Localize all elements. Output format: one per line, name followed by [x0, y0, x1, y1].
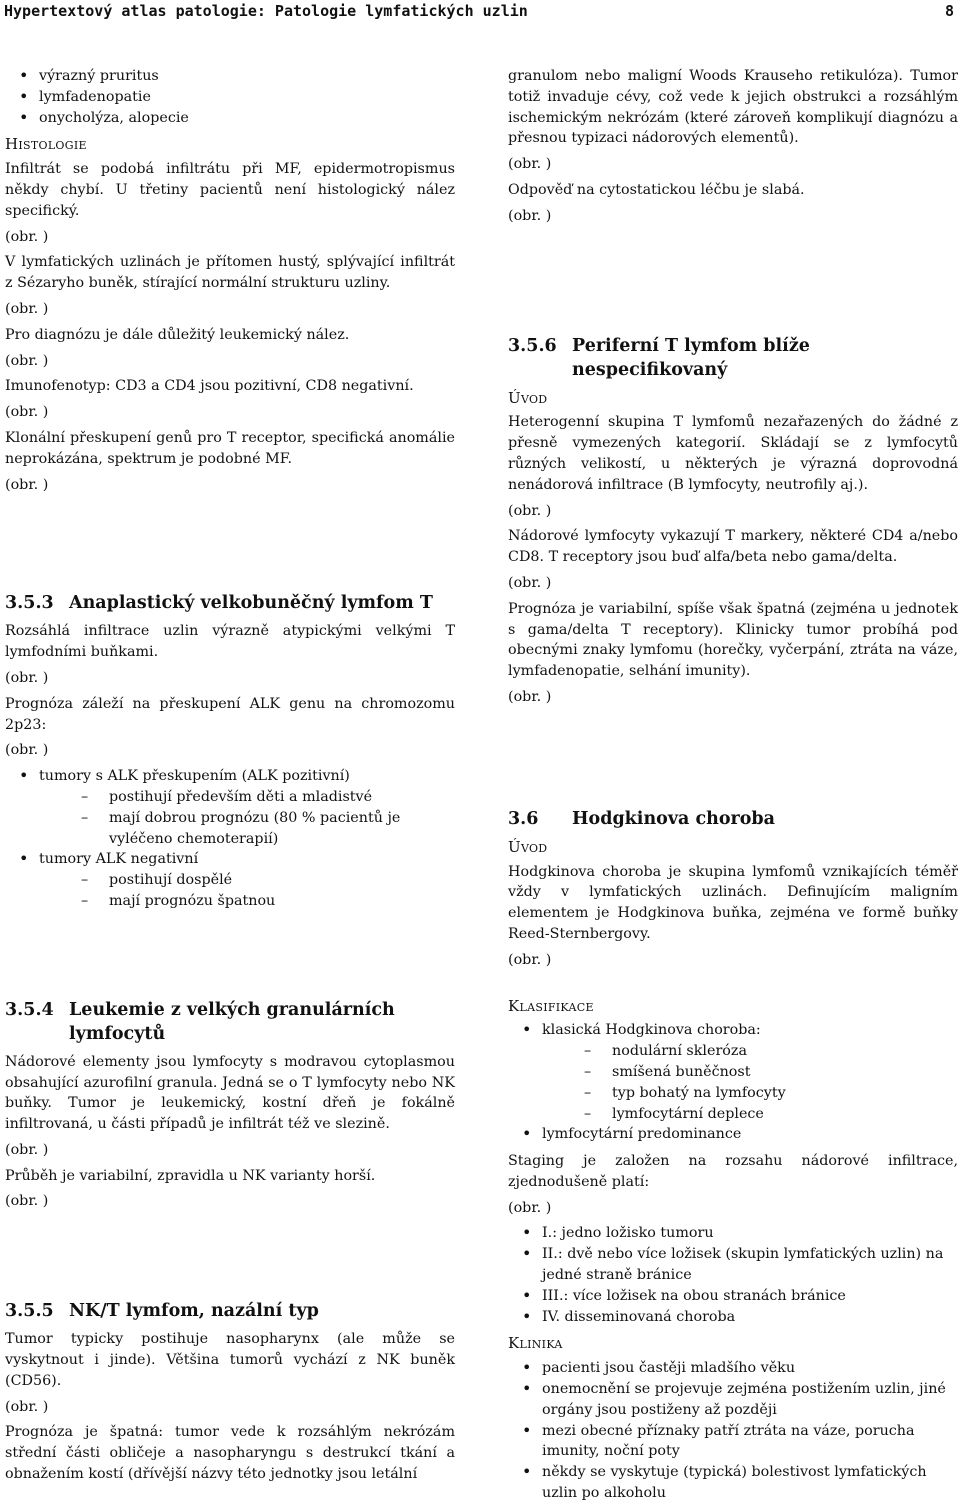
- paragraph: Klonální přeskupení genů pro T receptor, specifická anomálie neprokázána, spektrum je podobné MF.: [5, 429, 455, 467]
- sublist-item: – postihují především děti a mladistvé: [39, 787, 455, 808]
- paragraph: Průběh je variabilní, zpravidla u NK varianty horší.: [5, 1167, 376, 1184]
- paragraph: granulom nebo maligní Woods Krauseho retikulóza). Tumor totiž invaduje cévy, což vede k jejich obstrukci a rozsáhlým ischemickým nekrózám (které zároveň komplikují diagnózu a přesnou typizaci nádorových elementů).: [508, 68, 958, 147]
- figure-link[interactable]: (obr. ): [5, 228, 49, 245]
- figure-link[interactable]: (obr. ): [5, 404, 49, 421]
- sublist-item: – smíšená buněčnost: [542, 1062, 958, 1083]
- paragraph: Pro diagnózu je dále důležitý leukemický nález.: [5, 326, 350, 343]
- paragraph: Imunofenotyp: CD3 a CD4 jsou pozitivní, CD8 negativní.: [5, 378, 414, 395]
- paragraph: Nádorové lymfocyty vykazují T markery, některé CD4 a/nebo CD8. T receptory jsou buď alfa/beta nebo gama/delta.: [508, 528, 958, 566]
- section-title: Hodgkinova choroba: [572, 808, 775, 829]
- paragraph: Nádorové elementy jsou lymfocyty s modravou cytoplasmou obsahující azurofilní granula. Jedná se o T lymfocyty nebo NK buňky. Tumor je leukemický, kostní dřeň je fokálně infiltrovaná, u části případů je infiltrát též ve slezině.: [5, 1053, 455, 1133]
- sublist-item: – typ bohatý na lymfocyty: [542, 1083, 958, 1104]
- paragraph: Infiltrát se podobá infiltrátu při MF, epidermotropismus někdy chybí. U třetiny pacientů není histologický nález specifický.: [5, 161, 455, 219]
- list-item: • výrazný pruritus: [5, 66, 455, 87]
- list-item: • lymfocytární predominance: [508, 1124, 958, 1145]
- list-item: • IV. disseminovaná choroba: [508, 1307, 958, 1328]
- paragraph: Rozsáhlá infiltrace uzlin výrazně atypickými velkými T lymfodními buňkami.: [5, 623, 455, 661]
- section-number: 3.5.3: [5, 593, 54, 614]
- figure-link[interactable]: (obr. ): [5, 1193, 49, 1210]
- sublist-item: – mají prognózu špatnou: [39, 891, 455, 912]
- figure-link[interactable]: (obr. ): [508, 156, 552, 173]
- paragraph: Hodgkinova choroba je skupina lymfomů vznikajících téměř vždy v lymfatických uzlinách. Definujícím maligním elementem je Hodgkinova buňka, zejména ve formě buňky Reed-Sternbergovy.: [508, 863, 958, 942]
- section-title: NK/T lymfom, nazální typ: [69, 1301, 319, 1322]
- section-title: Periferní T lymfom blíže nespecifikovaný: [572, 335, 810, 380]
- figure-link[interactable]: (obr. ): [5, 669, 49, 686]
- sublist-item: – nodulární skleróza: [542, 1041, 958, 1062]
- alk-list: [5, 766, 455, 912]
- section-number: 3.5.6: [508, 335, 557, 356]
- paragraph: Heterogenní skupina T lymfomů nezařazených do žádné z přesně vymezených kategorií. Skládají se z lymfocytů různých velikostí, u některých je výrazná doprovodná nenádorová infiltrace (B lymfocyty, neutrofily aj.).: [508, 414, 958, 493]
- sublist-item: – postihují dospělé: [39, 870, 455, 891]
- section-number: 3.5.5: [5, 1301, 54, 1322]
- list-item: • onemocnění se projevuje zejména postižením uzlin, jiné orgány jsou postiženy až později: [508, 1379, 958, 1421]
- figure-link[interactable]: (obr. ): [508, 502, 552, 519]
- paragraph: Prognóza záleží na přeskupení ALK genu na chromozomu 2p23:: [5, 695, 455, 733]
- figure-link[interactable]: (obr. ): [508, 688, 552, 705]
- section-title: Anaplastický velkobuněčný lymfom T: [69, 593, 433, 614]
- section-number: 3.5.4: [5, 999, 54, 1020]
- left-column: [5, 66, 455, 1490]
- section-heading-3-5-5: [5, 1299, 455, 1323]
- section-title: Leukemie z velkých granulárních lymfocytů: [69, 999, 395, 1044]
- sublist-item: – mají dobrou prognózu (80 % pacientů je vyléčeno chemoterapií): [39, 808, 455, 850]
- list-item: • lymfadenopatie: [5, 87, 455, 108]
- list-item: • někdy se vyskytuje (typická) bolestivost lymfatických uzlin po alkoholu: [508, 1462, 958, 1504]
- section-heading-3-5-6: [508, 334, 958, 382]
- clinical-list: [508, 1358, 958, 1504]
- symptom-list: [5, 66, 455, 128]
- figure-link[interactable]: (obr. ): [5, 476, 49, 493]
- list-item: • onycholýza, alopecie: [5, 108, 455, 129]
- subheading-uvod: Úvod: [508, 837, 548, 856]
- list-item: • pacienti jsou častěji mladšího věku: [508, 1358, 958, 1379]
- subheading-klasifikace: Klasifikace: [508, 996, 594, 1015]
- running-title: Hypertextový atlas patologie: Patologie lymfatických uzlin: [4, 2, 528, 20]
- list-item: • mezi obecné příznaky patří ztráta na váze, porucha imunity, noční poty: [508, 1421, 958, 1463]
- paragraph: Staging je založen na rozsahu nádorové infiltrace, zjednodušeně platí:: [508, 1153, 958, 1190]
- list-item: • II.: dvě nebo více ložisek (skupin lymfatických uzlin) na jedné straně bránice: [508, 1244, 958, 1286]
- sublist-item: – lymfocytární deplece: [542, 1104, 958, 1125]
- right-column: [508, 66, 958, 1510]
- paragraph: Prognóza je variabilní, spíše však špatná (zejména u jednotek s gama/delta T receptory). Klinicky tumor probíhá pod obecnými znaky lymfomu (horečky, vyčerpání, ztráta na váze, lymfadenopatie, selhání imunity).: [508, 600, 958, 680]
- section-heading-3-5-4: [5, 998, 455, 1046]
- paragraph: Odpověď na cytostatickou léčbu je slabá.: [508, 181, 805, 198]
- figure-link[interactable]: (obr. ): [5, 1398, 49, 1415]
- figure-link[interactable]: (obr. ): [5, 1141, 49, 1158]
- page-header: [4, 0, 954, 22]
- paragraph: V lymfatických uzlinách je přítomen hustý, splývající infiltrát z Sézaryho buněk, stírající normální strukturu uzliny.: [5, 254, 455, 292]
- paragraph: Tumor typicky postihuje nasopharynx (ale může se vyskytnout i jinde). Většina tumorů vychází z NK buněk (CD56).: [5, 1331, 455, 1389]
- section-number: 3.6: [508, 808, 539, 829]
- list-item: • III.: více ložisek na obou stranách bránice: [508, 1286, 958, 1307]
- classification-list: [508, 1020, 958, 1145]
- figure-link[interactable]: (obr. ): [5, 300, 49, 317]
- figure-link[interactable]: (obr. ): [508, 574, 552, 591]
- list-item: • I.: jedno ložisko tumoru: [508, 1223, 958, 1244]
- paragraph: Prognóza je špatná: tumor vede k rozsáhlým nekrózám střední části obličeje a nasopharyngu s destrukcí tkání a obnažením kostí (dřívější názvy této jednotky jsou letální: [5, 1424, 455, 1483]
- subheading-uvod: Úvod: [508, 388, 548, 407]
- figure-link[interactable]: (obr. ): [508, 951, 552, 968]
- page-number: 8: [944, 2, 954, 20]
- section-heading-3-5-3: [5, 591, 455, 615]
- figure-link[interactable]: (obr. ): [508, 1199, 552, 1216]
- section-heading-3-6: [508, 807, 958, 831]
- figure-link[interactable]: (obr. ): [5, 742, 49, 759]
- figure-link[interactable]: (obr. ): [508, 207, 552, 224]
- list-item: • tumory ALK negativní – postihují dospělé – mají prognózu špatnou: [5, 849, 455, 911]
- list-item: • klasická Hodgkinova choroba: – nodulární skleróza – smíšená buněčnost – typ bohatý na lymfocyty – lymfocytární deplece: [508, 1020, 958, 1124]
- figure-link[interactable]: (obr. ): [5, 352, 49, 369]
- subheading-klinika: Klinika: [508, 1334, 563, 1353]
- subheading-histologie: Histologie: [5, 135, 87, 154]
- staging-list: [508, 1223, 958, 1327]
- list-item: • tumory s ALK přeskupením (ALK pozitivní) – postihují především děti a mladistvé – mají dobrou prognózu (80 % pacientů je vyléčeno chemoterapií): [5, 766, 455, 849]
